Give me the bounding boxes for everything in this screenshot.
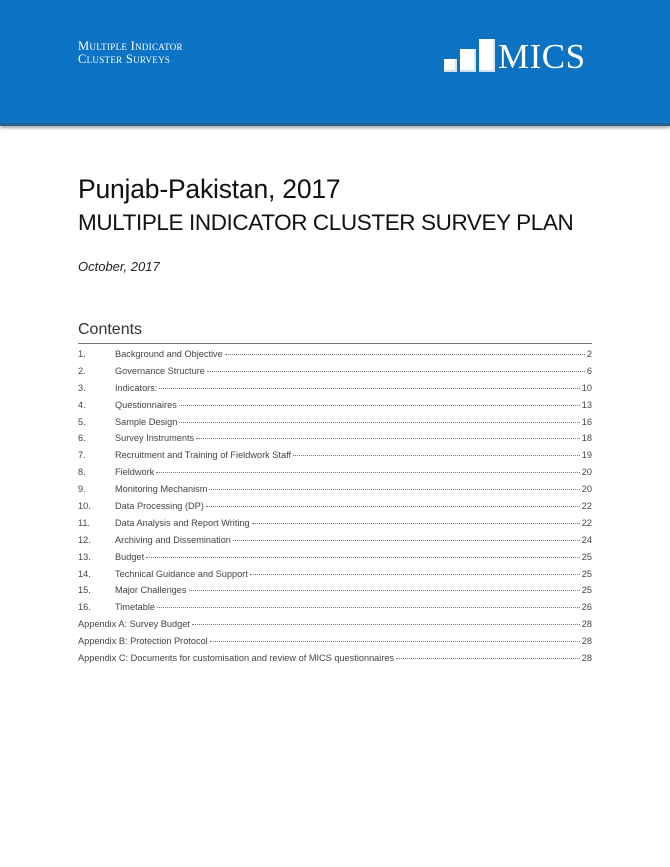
toc-number: 8. bbox=[78, 467, 86, 478]
toc-entry[interactable] bbox=[78, 380, 592, 397]
toc-label: Timetable bbox=[115, 602, 155, 613]
toc-entry[interactable] bbox=[78, 599, 592, 616]
brand-text bbox=[78, 40, 183, 66]
toc-entry[interactable] bbox=[78, 464, 592, 481]
toc-leader bbox=[210, 641, 580, 642]
toc-leader bbox=[159, 388, 579, 389]
brand-line-1: Multiple Indicator bbox=[78, 39, 183, 53]
toc-number: 15. bbox=[78, 585, 91, 596]
toc-leader bbox=[250, 574, 580, 575]
toc-number: 11. bbox=[78, 517, 91, 528]
toc-number: 9. bbox=[78, 484, 86, 495]
mics-logo bbox=[444, 36, 586, 76]
toc-leader bbox=[233, 540, 580, 541]
toc-entry[interactable] bbox=[78, 447, 592, 464]
toc-leader bbox=[189, 590, 580, 591]
toc-label: Appendix B: Protection Protocol bbox=[78, 636, 208, 647]
toc-label: Budget bbox=[115, 551, 145, 562]
toc-page: 2 bbox=[586, 349, 592, 359]
toc-number: 4. bbox=[78, 399, 86, 410]
toc-label: Appendix A: Survey Budget bbox=[78, 619, 190, 630]
toc-appendix-entry[interactable] bbox=[78, 616, 592, 633]
toc-number: 16. bbox=[78, 602, 91, 613]
toc-page: 22 bbox=[581, 501, 592, 512]
toc-page: 25 bbox=[581, 568, 592, 579]
toc-entry[interactable] bbox=[78, 549, 592, 566]
toc-leader bbox=[293, 455, 580, 456]
toc-number: 13. bbox=[78, 551, 91, 562]
toc-leader bbox=[396, 658, 580, 659]
toc-label: Data Processing (DP) bbox=[115, 501, 204, 512]
toc-page: 26 bbox=[581, 602, 592, 613]
toc-leader bbox=[207, 371, 585, 372]
toc-page: 6 bbox=[586, 365, 592, 376]
toc-page: 10 bbox=[581, 382, 592, 393]
toc-leader bbox=[179, 405, 580, 406]
toc-leader bbox=[206, 506, 580, 507]
toc-entry[interactable] bbox=[78, 515, 592, 532]
toc-entry[interactable] bbox=[78, 498, 592, 515]
toc-number: 12. bbox=[78, 534, 91, 545]
toc-number: 7. bbox=[78, 450, 86, 461]
toc-page: 20 bbox=[581, 484, 592, 495]
toc-entry[interactable] bbox=[78, 430, 592, 447]
toc-number: 10. bbox=[78, 501, 91, 512]
toc-label: Indicators: bbox=[115, 382, 158, 393]
toc-label: Technical Guidance and Support bbox=[115, 568, 248, 579]
toc-number: 5. bbox=[78, 416, 86, 427]
logo-bar-small bbox=[444, 59, 457, 72]
toc-label: Background and Objective bbox=[115, 349, 223, 359]
table-of-contents bbox=[78, 346, 592, 667]
toc-number: 14. bbox=[78, 568, 91, 579]
toc-leader bbox=[146, 557, 580, 558]
toc-page: 20 bbox=[581, 467, 592, 478]
toc-page: 28 bbox=[581, 619, 592, 630]
toc-entry[interactable] bbox=[78, 566, 592, 583]
toc-entry[interactable] bbox=[78, 346, 592, 363]
toc-leader bbox=[196, 438, 580, 439]
toc-leader bbox=[225, 354, 585, 355]
logo-bar-large bbox=[479, 39, 495, 72]
toc-appendix-entry[interactable] bbox=[78, 633, 592, 650]
toc-leader bbox=[252, 523, 580, 524]
contents-divider bbox=[78, 343, 592, 344]
header-banner bbox=[0, 0, 670, 126]
toc-leader bbox=[209, 489, 579, 490]
toc-label: Survey Instruments bbox=[115, 433, 195, 444]
logo-wordmark: MICS bbox=[498, 37, 586, 76]
toc-leader bbox=[156, 472, 579, 473]
toc-leader bbox=[157, 607, 580, 608]
toc-entry[interactable] bbox=[78, 397, 592, 414]
toc-label: Questionnaires bbox=[115, 399, 177, 410]
toc-entry[interactable] bbox=[78, 363, 592, 380]
toc-label: Data Analysis and Report Writing bbox=[115, 517, 250, 528]
toc-entry[interactable] bbox=[78, 481, 592, 498]
document-date: October, 2017 bbox=[78, 259, 160, 274]
toc-label: Fieldwork bbox=[115, 467, 155, 478]
toc-number: 1. bbox=[78, 349, 86, 359]
toc-page: 22 bbox=[581, 517, 592, 528]
toc-leader bbox=[192, 624, 580, 625]
toc-page: 24 bbox=[581, 534, 592, 545]
toc-label: Governance Structure bbox=[115, 365, 205, 376]
toc-number: 3. bbox=[78, 382, 86, 393]
document-title: Punjab-Pakistan, 2017 bbox=[78, 174, 341, 204]
toc-page: 28 bbox=[581, 636, 592, 647]
toc-entry[interactable] bbox=[78, 582, 592, 599]
toc-page: 25 bbox=[581, 551, 592, 562]
toc-page: 28 bbox=[581, 653, 592, 664]
toc-appendix-entry[interactable] bbox=[78, 650, 592, 667]
toc-label: Sample Design bbox=[115, 416, 178, 427]
contents-heading: Contents bbox=[78, 321, 143, 338]
toc-page: 18 bbox=[581, 433, 592, 444]
toc-label: Monitoring Mechanism bbox=[115, 484, 208, 495]
toc-entry[interactable] bbox=[78, 532, 592, 549]
toc-page: 13 bbox=[581, 399, 592, 410]
toc-label: Appendix C: Documents for customisation and review of MICS questionnaires bbox=[78, 653, 395, 664]
logo-bar-medium bbox=[460, 49, 476, 72]
toc-page: 25 bbox=[581, 585, 592, 596]
toc-page: 16 bbox=[581, 416, 592, 427]
toc-number: 2. bbox=[78, 365, 86, 376]
toc-entry[interactable] bbox=[78, 414, 592, 431]
toc-label: Recruitment and Training of Fieldwork Staff bbox=[115, 450, 292, 461]
bar-chart-icon bbox=[444, 38, 495, 72]
toc-page: 19 bbox=[581, 450, 592, 461]
toc-label: Major Challenges bbox=[115, 585, 187, 596]
toc-leader bbox=[179, 422, 579, 423]
document-subtitle: MULTIPLE INDICATOR CLUSTER SURVEY PLAN bbox=[78, 210, 574, 235]
toc-number: 6. bbox=[78, 433, 86, 444]
toc-label: Archiving and Dissemination bbox=[115, 534, 231, 545]
brand-line-2: Cluster Surveys bbox=[78, 52, 171, 66]
